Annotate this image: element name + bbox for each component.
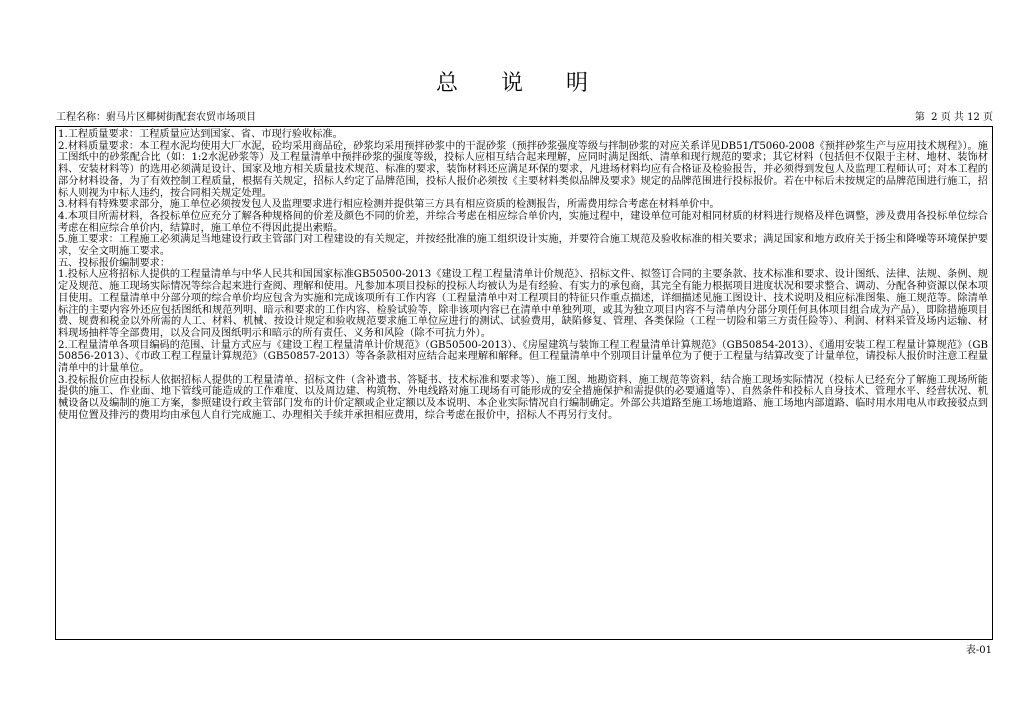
section-heading-bid-pricing: 五、投标报价编制要求： xyxy=(58,257,171,269)
project-name: 工程名称：驸马片区椰树街配套农贸市场项目 xyxy=(56,112,256,123)
paragraph-special-materials: 3.材料有特殊要求部分，施工单位必须按发包人及监理要求进行相应检测并提供第三方具有相应资质的检测报告，所需费用综合考虑在材料单价中。 xyxy=(58,199,720,211)
page-number: 第 2 页 共 12 页 xyxy=(914,112,993,123)
paragraph-construction-requirement: 5.施工要求：工程施工必须满足当地建设行政主管部门对工程建设的有关规定，并按经批准的施工组织设计实施，并要符合施工规范及验收标准的相关要求；满足国家和地方政府关于扬尘和降噪等环境保护要求，安全文明施工要求。 xyxy=(58,234,988,258)
paragraph-item-codes: 2.工程量清单各项目编码的范围、计量方式应与《建设工程工程量清单计价规范》（GB50500-2013）、《房屋建筑与装饰工程工程量清单计算规范》（GB50854-2013）、《通用安装工程工程量计算规范》（GB50856-2013）、《市政工程工程量计算规范》（GB50857-2013）等各条款相对应结合起来理解和解释。但工程量清单中个别项目计量单位为了便于工程量与结算改变了计量单位，请投标人报价时注意工程量清单中的计量单位。 xyxy=(58,339,988,375)
content-frame xyxy=(55,126,993,640)
table-code-label: 表-01 xyxy=(965,645,992,656)
page-title: 总 说 明 xyxy=(436,71,606,96)
paragraph-bill-of-quantities: 1.投标人应将招标人提供的工程量清单与中华人民共和国国家标准GB50500-2013《建设工程工程量清单计价规范》、招标文件、拟签订合同的主要条款、技术标准和要求、设计图纸、法律、法规、条例、规定及规范、施工现场实际情况等综合起来进行查阅、理解和使用。凡参加本项目投标的投标人均被认为是有经验、有实力的承包商，其完全有能力根据项目进度状况和要求整合、调动、分配各种资源以保本项目使用。工程量清单中分部分项的综合单价均应包含为实施和完成该项所有工作内容（工程量清单中对工程项目的特征只作重点描述，详细描述见施工图设计、技术说明及相应标准图集、施工规范等。除清单标注的主要内容外还应包括图纸和规范列明、暗示和要求的工作内容、检验试验等，除非该项内容已在清单中单独列项，或其为独立项目内容不与清单内分部分项任何具体项目组合成为产品），即除措施项目费、规费和税金以外所需的人工、材料、机械、按设计规定和验收规范要求施工单位应进行的测试、试验费用，缺陷修复、管理、各类保险（工程一切险和第三方责任险等）、利润、材料采管及场内运输、材料现场抽样等全部费用，以及合同及图纸明示和暗示的所有责任、义务和风险（除不可抗力外）。 xyxy=(58,269,988,339)
header-meta-row xyxy=(56,111,993,125)
description-body xyxy=(58,129,988,422)
paragraph-material-price-difference: 4.本项目所需材料，各投标单位应充分了解各种规格间的价差及颜色不同的价差，并综合考虑在相应综合单价内，实施过程中，建设单位可能对相同材质的材料进行规格及样色调整，涉及费用各投标单位综合考虑在相应综合单价内，结算时，施工单位不得因此提出索赔。 xyxy=(58,210,988,234)
paragraph-quality-requirement: 1.工程质量要求：工程质量应达到国家、省、市现行验收标准。 xyxy=(58,129,343,140)
paragraph-material-quality: 2.材料质量要求：本工程水泥均使用大厂水泥，砼均采用商品砼，砂浆均采用预拌砂浆中的干混砂浆（预拌砂浆强度等级与拌制砂浆的对应关系详见DB51/T5060-2008《预拌砂浆生产与应用技术规程》）。施工图纸中的砂浆配合比（如：1:2水泥砂浆等）及工程量清单中预拌砂浆的强度等级，投标人应相互结合起来理解，应同时满足图纸、清单和现行规范的要求；其它材料（包括但不仅限于主材、地材、装饰材料、安装材料等）的选用必须满足设计、国家及地方相关质量技术规范、标准的要求，装饰材料还应满足环保的要求，凡进场材料均应有合格证及检验报告，并必须得到发包人及监理工程师认可；对本工程的部分材料设备，为了有效控制工程质量，根据有关规定，招标人约定了品牌范围，投标人报价必须按《主要材料类似品牌及要求》规定的品牌范围进行投标报价。若在中标后未按规定的品牌范围进行施工，招标人则视为中标人违约，按合同相关规定处理。 xyxy=(58,140,988,199)
paragraph-bid-pricing-basis: 3.投标报价应由投标人依据招标人提供的工程量清单、招标文件（含补遗书、答疑书、技术标准和要求等）、施工图、地勘资料、施工规范等资料，结合施工现场实际情况（投标人已经充分了解施工现场所能提供的施工、作业面、地下管线可能造成的工作难度、以及周边建、构筑物、外电线路对施工现场有可能形成的安全措施保护和需提供的必要通道等）、自然条件和投标人自身技术、管理水平、经营状况、机械设备以及编制的施工方案，参照建设行政主管部门发布的计价定额或企业定额以及本说明、本企业实际情况自行编制确定。外部公共道路至施工场地道路、施工场地内部道路、临时用水用电从市政接驳点到使用位置及排污的费用均由承包人自行完成施工、办理相关手续并承担相应费用，综合考虑在报价中，招标人不再另行支付。 xyxy=(58,374,988,421)
